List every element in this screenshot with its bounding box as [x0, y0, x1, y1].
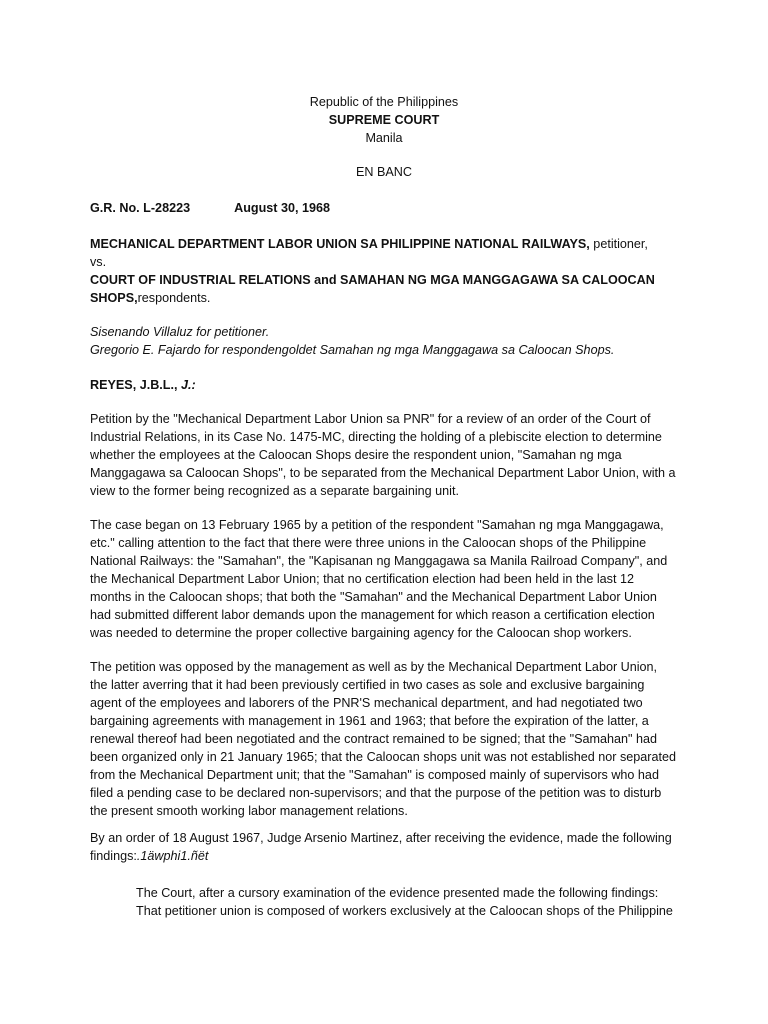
- paragraph-line: whether the employees at the Caloocan Shops desire the respondent union, "Samahan ng mga: [90, 448, 622, 462]
- paragraph-line: renewal thereof had been negotiated and the contract remained to be signed; that the "Samahan" had: [90, 732, 657, 746]
- counsel-respondent: Gregorio E. Fajardo for respondengoldet Samahan ng mga Manggagawa sa Caloocan Shops.: [90, 343, 615, 357]
- paragraph-line: The petition was opposed by the management as well as by the Mechanical Department Labor Union,: [90, 660, 658, 674]
- gr-number: G.R. No. L-28223: [90, 201, 191, 215]
- petitioner-role: petitioner,: [589, 237, 648, 251]
- quote-line: The Court, after a cursory examination of the evidence presented made the following findings:: [136, 886, 659, 900]
- ponente-suffix: J.:: [180, 378, 196, 392]
- court-city: Manila: [365, 131, 403, 145]
- paragraph-line: By an order of 18 August 1967, Judge Arsenio Martinez, after receiving the evidence, made the following: [90, 831, 672, 845]
- paragraph-line: The case began on 13 February 1965 by a petition of the respondent "Samahan ng mga Manggagawa,: [90, 518, 664, 532]
- findings-label: findings:: [90, 849, 137, 863]
- quote-line: That petitioner union is composed of workers exclusively at the Caloocan shops of the Philippine: [136, 904, 673, 918]
- division-label: EN BANC: [356, 165, 412, 179]
- paragraph-3: [90, 658, 690, 820]
- republic-line: Republic of the Philippines: [309, 95, 459, 109]
- paragraph-line: had submitted different labor demands upon the management for which reason a certification election: [90, 608, 655, 622]
- paragraph-line: filed a pending case to be declared non-supervisors; and that the purpose of the petition was to disturb: [90, 786, 662, 800]
- respondent-role: respondents.: [137, 291, 211, 305]
- ponente: [90, 376, 196, 394]
- watermark-text: .1äwphi1.ñët: [136, 849, 209, 863]
- paragraph-line: National Railways: the "Samahan", the "Kapisanan ng Manggagawa sa Manila Railroad Company", and: [90, 554, 668, 568]
- paragraph-line: the present smooth working labor management relations.: [90, 804, 408, 818]
- counsel-petitioner: Sisenando Villaluz for petitioner.: [90, 325, 270, 339]
- paragraph-line: the latter averring that it had been previously certified in two cases as sole and exclusive bargaining: [90, 678, 645, 692]
- case-number-line: [90, 199, 330, 217]
- versus-label: vs.: [90, 255, 107, 269]
- respondent-name-line1: COURT OF INDUSTRIAL RELATIONS and SAMAHAN NG MGA MANGGAGAWA SA CALOOCAN: [90, 273, 655, 287]
- paragraph-line: Petition by the "Mechanical Department Labor Union sa PNR" for a review of an order of the Court of: [90, 412, 651, 426]
- decision-date: August 30, 1968: [234, 201, 330, 215]
- paragraph-line: been organized only in 21 January 1965; that the Caloocan shops unit was not established nor separated: [90, 750, 677, 764]
- case-parties: [90, 235, 690, 307]
- respondent-name-line2: SHOPS,: [90, 291, 138, 305]
- ponente-name: REYES, J.B.L.,: [90, 378, 178, 392]
- paragraph-line: Industrial Relations, in its Case No. 1475-MC, directing the holding of a plebiscite election to determine: [90, 430, 662, 444]
- court-header: [0, 93, 768, 147]
- paragraph-line: view to the former being recognized as a separate bargaining unit.: [90, 484, 459, 498]
- block-quote: [136, 884, 716, 920]
- paragraph-line: from the Mechanical Department unit; that the "Samahan" is composed mainly of supervisors who had: [90, 768, 659, 782]
- petitioner-name: MECHANICAL DEPARTMENT LABOR UNION SA PHILIPPINE NATIONAL RAILWAYS,: [90, 237, 590, 251]
- paragraph-line: months in the Caloocan shops; that both the "Samahan" and the Mechanical Department Labor Union: [90, 590, 657, 604]
- paragraph-line: agent of the employees and laborers of the PNR'S mechanical department, and had negotiated two: [90, 696, 643, 710]
- paragraph-1: [90, 410, 690, 500]
- paragraph-line: was needed to determine the proper collective bargaining agency for the Caloocan shop workers.: [90, 626, 632, 640]
- paragraph-line: etc." calling attention to the fact that there were three unions in the Caloocan shops of the Philippine: [90, 536, 647, 550]
- paragraph-line: the Mechanical Department Labor Union; that no certification election had been held in the last 12: [90, 572, 634, 586]
- court-name: SUPREME COURT: [328, 113, 440, 127]
- paragraph-4: [90, 829, 690, 865]
- counsel-block: [90, 323, 710, 359]
- paragraph-line: Manggagawa sa Caloocan Shops", to be separated from the Mechanical Department Labor Union, with a: [90, 466, 676, 480]
- paragraph-2: [90, 516, 690, 642]
- paragraph-line: bargaining agreements with management in 1961 and 1963; that before the expiration of the latter, a: [90, 714, 649, 728]
